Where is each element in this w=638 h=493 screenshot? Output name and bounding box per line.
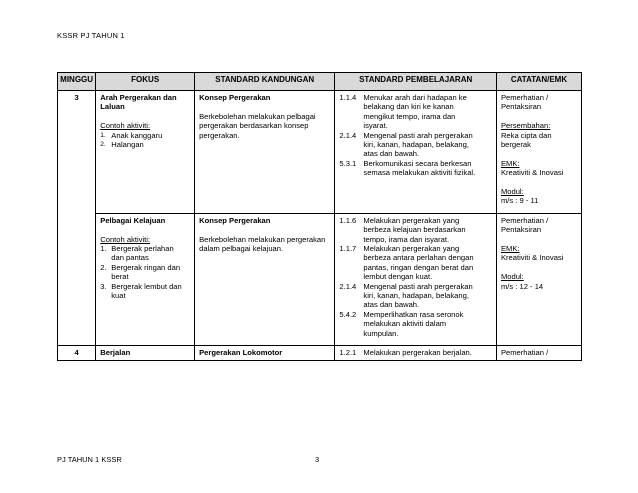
kandungan-line: Berkebolehan melakukan pelbagai xyxy=(199,111,316,121)
catatan-cell xyxy=(496,91,581,214)
minggu-cell: 4 xyxy=(58,346,96,360)
lesson-plan-table xyxy=(57,72,582,361)
catatan-cell: Pemerhatian / xyxy=(496,346,581,360)
standard-item: 2.1.4 Mengenal pasti arah pergerakan kiri, kanan, hadapan, belakang, atas dan bawah. xyxy=(339,130,473,159)
kandungan-line: dalam pelbagai kelajuan. xyxy=(199,244,284,254)
page-header: KSSR PJ TAHUN 1 xyxy=(57,31,125,40)
header-standard-kandungan: STANDARD KANDUNGAN xyxy=(195,73,335,91)
kandungan-cell xyxy=(195,91,335,214)
table-row xyxy=(58,346,582,360)
catatan-text: Pemerhatian / xyxy=(500,215,549,225)
kandungan-cell xyxy=(195,213,335,345)
fokus-cell xyxy=(96,91,195,214)
minggu-cell: 3 xyxy=(58,91,96,346)
header-catatan-emk: CATATAN/EMK xyxy=(496,73,581,91)
kandungan-title: Konsep Pergerakan xyxy=(199,215,271,225)
kandungan-line: pergerakan berdasarkan konsep xyxy=(199,121,309,131)
header-minggu: MINGGU xyxy=(58,73,96,91)
table-row xyxy=(58,91,582,214)
kandungan-line: Berkebolehan melakukan pergerakan xyxy=(199,234,326,244)
fokus-cell: Berjalan xyxy=(96,346,195,360)
list-item: 1. Anak kanggaru xyxy=(100,130,163,140)
kandungan-title: Konsep Pergerakan xyxy=(199,93,271,102)
modul-value: m/s : 12 - 14 xyxy=(500,281,544,291)
pembelajaran-cell xyxy=(335,346,497,360)
list-item: 2. Bergerak ringan dan berat xyxy=(100,262,181,282)
modul-label: Modul: xyxy=(500,272,524,282)
modul-label: Modul: xyxy=(500,187,524,197)
aktiviti-label: Contoh aktiviti: xyxy=(100,121,151,131)
pembelajaran-cell xyxy=(335,213,497,345)
page-number: 3 xyxy=(315,455,320,464)
emk-value: Kreativiti & Inovasi xyxy=(500,168,564,178)
page-footer: PJ TAHUN 1 KSSR xyxy=(57,455,122,464)
modul-value: m/s : 9 - 11 xyxy=(500,196,539,206)
fokus-title: Arah Pergerakan dan xyxy=(100,93,177,102)
table-header-row xyxy=(58,73,582,91)
standard-item: 1.1.4 Menukar arah dari hadapan ke belakang dan kiri ke kanan mengikut tempo, irama dan isyarat. xyxy=(339,93,467,131)
persembahan-text: bergerak xyxy=(500,140,531,150)
header-fokus: FOKUS xyxy=(96,73,195,91)
emk-label: EMK: xyxy=(500,158,520,168)
kandungan-line: pergerakan. xyxy=(199,130,240,140)
header-standard-pembelajaran: STANDARD PEMBELAJARAN xyxy=(335,73,497,91)
fokus-cell xyxy=(96,213,195,345)
standard-item: 2.1.4 Mengenal pasti arah pergerakan kiri, kanan, hadapan, belakang, atas dan bawah. xyxy=(339,281,473,310)
catatan-text: Pemerhatian / xyxy=(500,93,549,102)
standard-item: 5.4.2 Memperlihatkan rasa seronok melakukan aktiviti dalam kumpulan. xyxy=(339,309,464,338)
list-item: 1. Bergerak perlahan dan pantas xyxy=(100,244,174,263)
standard-item: 1.1.6 Melakukan pergerakan yang berbeza kelajuan berdasarkan tempo, irama dan isyarat. xyxy=(339,215,466,244)
list-item: 2. Halangan xyxy=(100,140,144,150)
catatan-text: Pentaksiran xyxy=(500,102,542,112)
kandungan-cell: Pergerakan Lokomotor xyxy=(195,346,335,360)
emk-value: Kreativiti & Inovasi xyxy=(500,253,564,263)
standard-item: 5.3.1 Berkomunikasi secara berkesan semasa melakukan aktiviti fizikal. xyxy=(339,158,476,178)
emk-label: EMK: xyxy=(500,244,520,254)
table-row xyxy=(58,213,582,345)
aktiviti-label: Contoh aktiviti: xyxy=(100,234,151,244)
list-item: 3. Bergerak lembut dan kuat xyxy=(100,281,182,301)
fokus-title: Pelbagai Kelajuan xyxy=(100,215,166,225)
catatan-cell xyxy=(496,213,581,345)
fokus-title-cont: Laluan xyxy=(100,102,125,112)
persembahan-text: Reka cipta dan xyxy=(500,130,552,140)
standard-item: 1.2.1 Melakukan pergerakan berjalan. xyxy=(339,348,472,358)
standard-item: 1.1.7 Melakukan pergerakan yang berbeza antara perlahan dengan pantas, ringan dengan berat dan lembut dengan kuat. xyxy=(339,244,474,282)
pembelajaran-cell xyxy=(335,91,497,214)
persembahan-label: Persembahan: xyxy=(500,121,551,131)
catatan-text: Pentaksiran xyxy=(500,225,542,235)
